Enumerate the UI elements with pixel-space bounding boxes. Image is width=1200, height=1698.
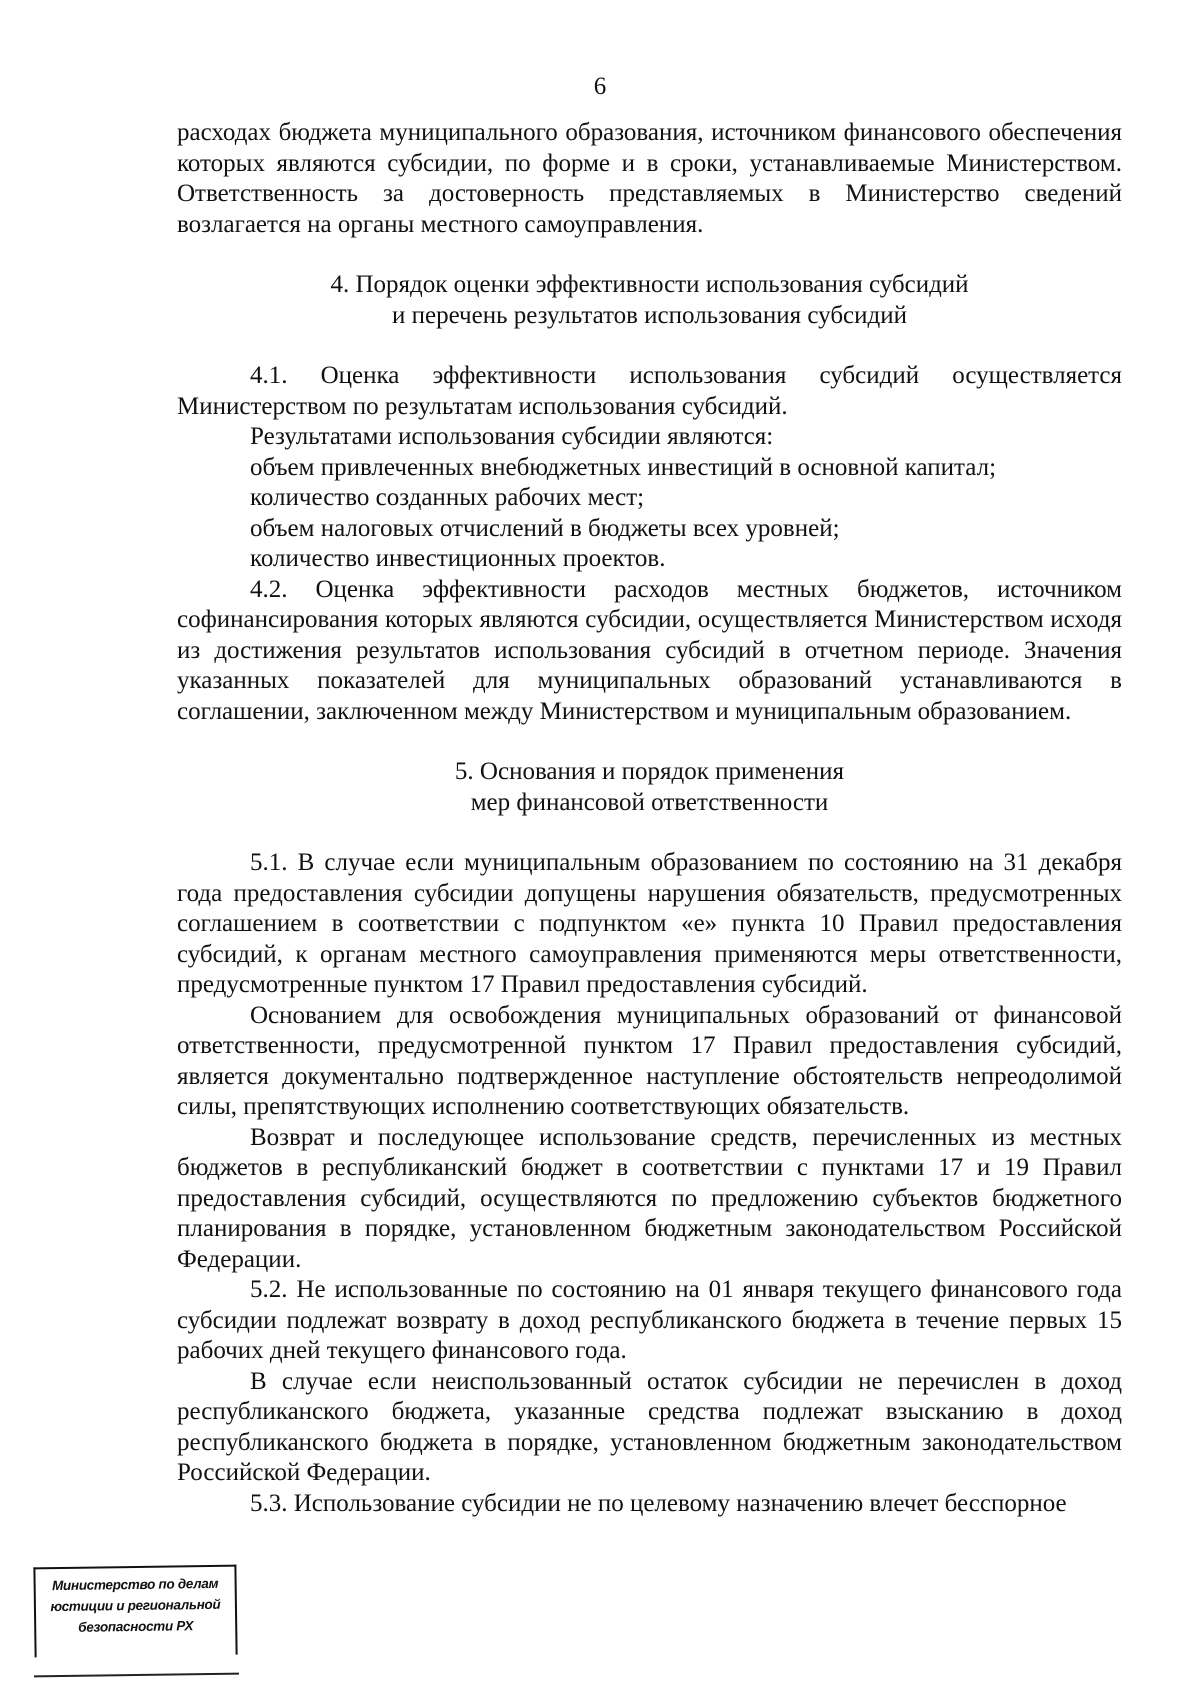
section-5-title-line-1: 5. Основания и порядок применения (454, 758, 845, 785)
release-paragraph: Основанием для освобождения муниципальных образований от финансовой ответственности, предусмотренной пунктом 17 Правил предоставления субсидий, является документально подтвержденное наступление обстоятельств непреодолимой силы, препятствующих исполнению соответствующих обязательств. (177, 1001, 1122, 1120)
stamp-line: безопасности РХ (78, 1618, 194, 1635)
page-number: 6 (593, 73, 607, 100)
intro-paragraph: расходах бюджета муниципального образования, источником финансового обеспечения которых являются субсидии, по форме и в сроки, устанавливаемые Министерством. Ответственность за достоверность представляемых в Министерство сведений возлагается на органы местного самоуправления. (177, 119, 1122, 238)
result-item: количество созданных рабочих мест; (250, 484, 645, 511)
paragraph-5-2: 5.2. Не использованные по состоянию на 01 января текущего финансового года субсидии подлежат возврату в доход республиканского бюджета в течение первых 15 рабочих дней текущего финансового года. (177, 1276, 1122, 1364)
result-item: объем привлеченных внебюджетных инвестиций в основной капитал; (250, 453, 997, 481)
section-4-title-line-1: 4. Порядок оценки эффективности использования субсидий (330, 271, 969, 298)
paragraph-4-1: 4.1. Оценка эффективности использования субсидий осуществляется Министерством по результатам использования субсидий. (177, 362, 1122, 420)
document-body (177, 118, 1122, 1519)
ministry-stamp (33, 1565, 237, 1658)
result-item: количество инвестиционных проектов. (250, 545, 666, 572)
paragraph-5-3: 5.3. Использование субсидии не по целевому назначению влечет бесспорное (250, 1489, 1067, 1517)
section-4-title-line-2: и перечень результатов использования субсидий (391, 301, 907, 329)
stamp-underline (34, 1673, 239, 1678)
paragraph-5-1: 5.1. В случае если муниципальным образованием по состоянию на 31 декабря года предоставления субсидии допущены нарушения обязательств, предусмотренных соглашением в соответствии с подпунктом «е» пункта 10 Правил предоставления субсидий, к органам местного самоуправления применяются меры ответственности, предусмотренные пунктом 17 Правил предоставления субсидий. (177, 849, 1122, 998)
results-intro: Результатами использования субсидии являются: (250, 423, 774, 450)
paragraph-4-2: 4.2. Оценка эффективности расходов местных бюджетов, источником софинансирования которых являются субсидии, осуществляется Министерством исходя из достижения результатов использования субсидий в отчетном периоде. Значения указанных показателей для муниципальных образований устанавливаются в соглашении, заключенном между Министерством и муниципальным образованием. (177, 575, 1122, 725)
stamp-line: Министерство по делам (51, 1575, 219, 1594)
result-item: объем налоговых отчислений в бюджеты всех уровней; (250, 514, 840, 542)
section-5-title-line-2: мер финансовой ответственности (470, 788, 829, 816)
unused-balance-paragraph: В случае если неиспользованный остаток субсидии не перечислен в доход республиканского бюджета, указанные средства подлежат взысканию в доход республиканского бюджета в порядке, установленном бюджетным законодательством Российской Федерации. (177, 1367, 1122, 1486)
return-paragraph: Возврат и последующее использование средств, перечисленных из местных бюджетов в республиканский бюджет в соответствии с пунктами 17 и 19 Правил предоставления субсидий, осуществляются по предложению субъектов бюджетного планирования в порядке, установленном бюджетным законодательством Российской Федерации. (177, 1123, 1122, 1273)
stamp-line: юстиции и региональной (50, 1596, 221, 1615)
